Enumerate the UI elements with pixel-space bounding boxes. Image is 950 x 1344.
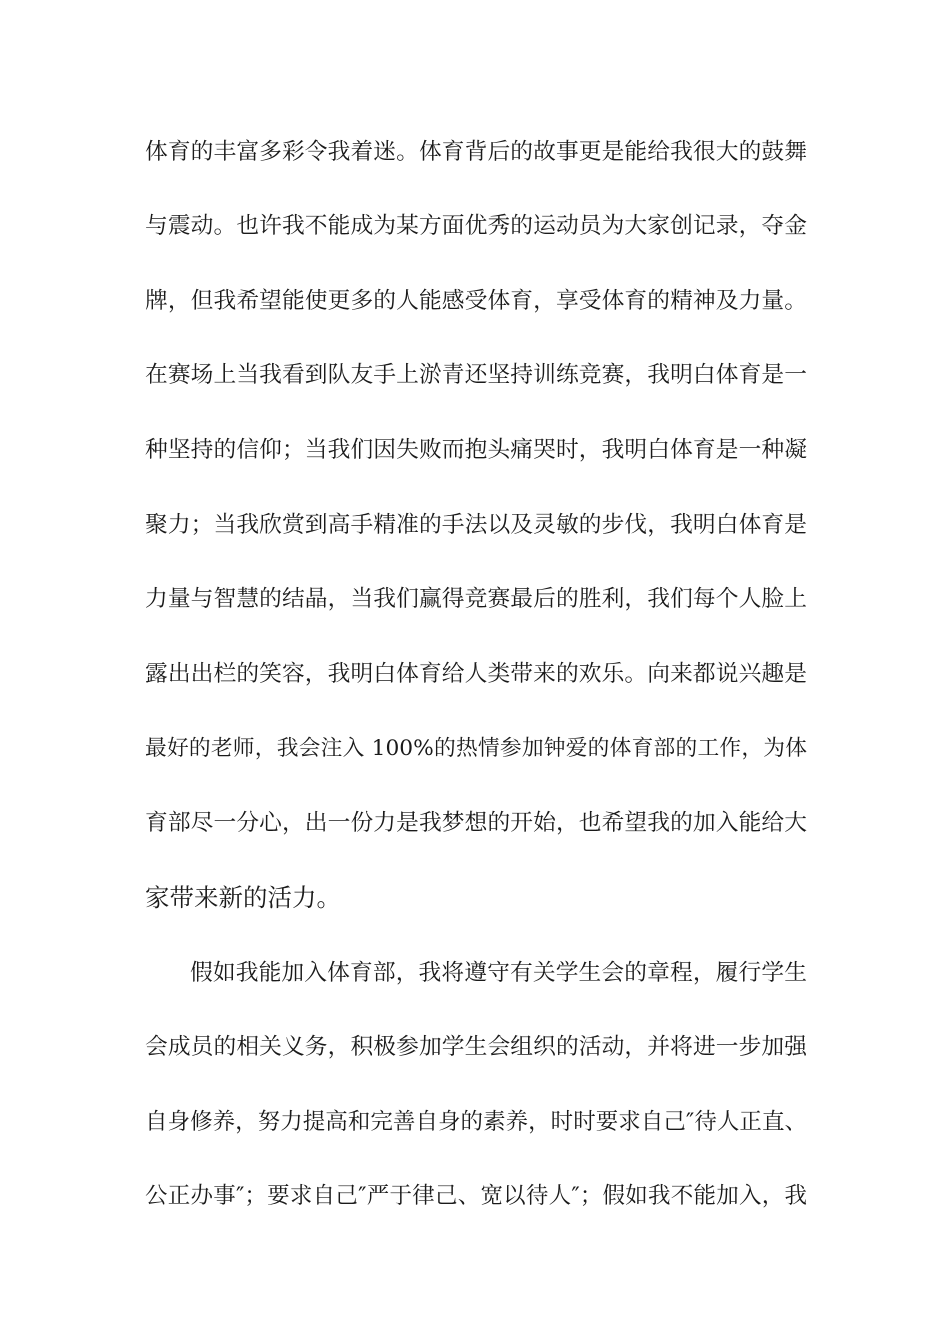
paragraph-line-3: 牌，但我希望能使更多的人能感受体育，享受体育的精神及力量。 [145, 288, 807, 314]
paragraph-line-10: 育部尽一分心，出一份力是我梦想的开始，也希望我的加入能给大 [145, 810, 807, 836]
paragraph-line-9: 最好的老师，我会注入 100%的热情参加钟爱的体育部的工作，为体 [145, 736, 807, 761]
paragraph-line-4: 在赛场上当我看到队友手上淤青还坚持训练竞赛，我明白体育是一 [145, 362, 807, 388]
paragraph2-line-2: 会成员的相关义务，积极参加学生会组织的活动，并将进一步加强 [145, 1034, 807, 1060]
paragraph2-line-3: 自身修养，努力提高和完善自身的素养，时时要求自己″待人正直、 [145, 1109, 807, 1135]
paragraph-line-6: 聚力；当我欣赏到高手精准的手法以及灵敏的步伐，我明白体育是 [145, 512, 807, 538]
paragraph-line-1: 体育的丰富多彩令我着迷。体育背后的故事更是能给我很大的鼓舞 [145, 139, 807, 165]
paragraph-line-8: 露出出栏的笑容，我明白体育给人类带来的欢乐。向来都说兴趣是 [145, 661, 807, 687]
paragraph2-line-1: 假如我能加入体育部，我将遵守有关学生会的章程，履行学生 [190, 960, 807, 986]
paragraph-line-2: 与震动。也许我不能成为某方面优秀的运动员为大家创记录，夺金 [145, 213, 807, 239]
paragraph-line-7: 力量与智慧的结晶，当我们赢得竞赛最后的胜利，我们每个人脸上 [145, 586, 807, 612]
paragraph-line-5: 种坚持的信仰；当我们因失败而抱头痛哭时，我明白体育是一种凝 [145, 437, 807, 463]
paragraph2-line-4: 公正办事″；要求自己″严于律己、宽以待人″；假如我不能加入，我 [145, 1183, 807, 1209]
paragraph-line-11: 家带来新的活力。 [145, 883, 341, 912]
